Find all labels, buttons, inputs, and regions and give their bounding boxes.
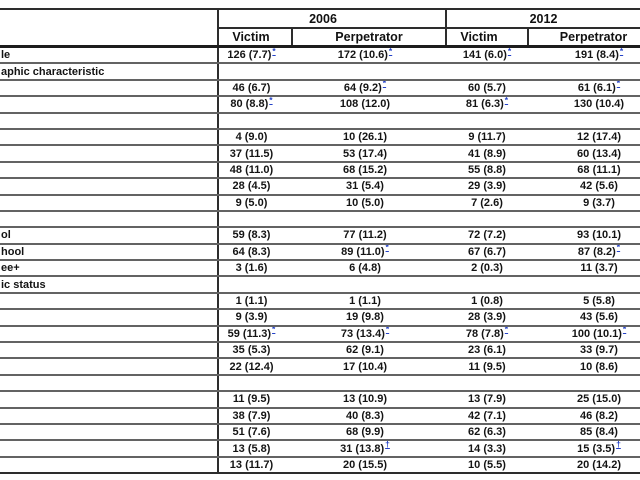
cell-value: 13 (5.8) <box>232 442 271 455</box>
table-body <box>0 47 640 474</box>
table-cell <box>446 63 528 79</box>
table-cell <box>446 408 528 424</box>
table-cell <box>292 195 446 211</box>
footnote-marker-link[interactable]: * <box>616 79 621 89</box>
table-cell <box>292 211 446 227</box>
cell-value: 61 (6.1) <box>577 81 616 94</box>
table-cell <box>446 47 528 64</box>
table-cell <box>528 129 640 145</box>
table-cell <box>218 80 292 96</box>
table-row <box>0 63 640 79</box>
table-row <box>0 211 640 227</box>
table-cell <box>528 162 640 178</box>
footnote-marker-link[interactable]: * <box>382 79 387 89</box>
table-cell <box>446 309 528 325</box>
table-cell <box>528 47 640 64</box>
table-cell <box>446 178 528 194</box>
row-label <box>0 293 218 309</box>
cell-value: 85 (8.4) <box>580 426 618 439</box>
table-row <box>0 440 640 456</box>
table-cell <box>218 326 292 342</box>
footnote-marker-link[interactable]: * <box>272 325 276 335</box>
table-cell <box>218 260 292 276</box>
table-cell <box>292 80 446 96</box>
cell-value: 141 (6.0) <box>462 49 507 62</box>
cell-value: 22 (12.4) <box>229 360 274 373</box>
table-viewport[interactable] <box>0 8 640 474</box>
table-cell <box>292 358 446 374</box>
table-cell <box>292 145 446 161</box>
row-label <box>0 457 218 473</box>
cell-value: 68 (11.1) <box>577 163 621 176</box>
table-cell <box>218 309 292 325</box>
table-cell <box>218 113 292 129</box>
table-cell <box>218 211 292 227</box>
cell-value: 73 (13.4) <box>340 327 385 340</box>
cell-value: 31 (13.8) <box>340 442 385 455</box>
table-cell <box>446 227 528 243</box>
table-cell <box>528 113 640 129</box>
cell-value: 78 (7.8) <box>465 327 504 340</box>
table-cell <box>218 293 292 309</box>
table-cell <box>528 326 640 342</box>
table-cell <box>292 63 446 79</box>
column-header-victim-2006: Victim <box>218 28 292 47</box>
table-cell <box>446 195 528 211</box>
cell-value: 108 (12.0) <box>339 98 391 111</box>
table-cell <box>528 457 640 473</box>
table-cell <box>218 162 292 178</box>
cell-value: 9 (3.9) <box>235 311 268 324</box>
row-label <box>0 309 218 325</box>
footnote-marker-link[interactable]: * <box>272 46 276 56</box>
cell-value: 31 (5.4) <box>346 180 384 193</box>
table-cell <box>292 162 446 178</box>
cell-value: 10 (26.1) <box>342 131 388 144</box>
cell-value: 23 (6.1) <box>468 344 506 357</box>
row-label <box>0 113 218 129</box>
table-cell <box>292 342 446 358</box>
cell-value: 19 (9.8) <box>346 311 384 324</box>
table-cell <box>218 457 292 473</box>
table-cell <box>446 375 528 391</box>
table-row <box>0 244 640 260</box>
cell-value: 89 (11.0) <box>341 245 385 258</box>
table-row <box>0 358 640 374</box>
table-cell <box>292 326 446 342</box>
row-label <box>0 391 218 407</box>
cell-value: 40 (8.3) <box>346 409 384 422</box>
table-cell <box>446 457 528 473</box>
table-cell <box>292 293 446 309</box>
data-table <box>0 8 640 474</box>
cell-value: 11 (9.5) <box>232 393 271 406</box>
table-row <box>0 260 640 276</box>
cell-value: 13 (10.9) <box>342 393 388 406</box>
cell-value: 72 (7.2) <box>468 229 506 242</box>
cell-value: 3 (1.6) <box>235 262 268 275</box>
cell-value: 33 (9.7) <box>580 344 618 357</box>
table-row <box>0 80 640 96</box>
cell-value: 1 (1.1) <box>235 295 268 308</box>
cell-value: 28 (4.5) <box>232 180 271 193</box>
row-label <box>0 424 218 440</box>
row-label <box>0 145 218 161</box>
cell-value: 7 (2.6) <box>471 196 503 209</box>
cell-value: 35 (5.3) <box>232 344 271 357</box>
cell-value: 14 (3.3) <box>468 442 506 455</box>
row-label <box>0 80 218 96</box>
footnote-marker-link[interactable]: * <box>385 243 389 253</box>
table-cell <box>292 96 446 112</box>
table-cell <box>292 244 446 260</box>
cell-value: 6 (4.8) <box>349 262 381 275</box>
cell-value: 62 (9.1) <box>346 344 384 357</box>
row-label <box>0 408 218 424</box>
cell-value: 64 (8.3) <box>232 245 271 258</box>
table-row <box>0 326 640 342</box>
cell-value: 4 (9.0) <box>235 131 268 144</box>
cell-value: 9 (11.7) <box>468 131 506 144</box>
table-cell <box>292 260 446 276</box>
row-label <box>0 96 218 112</box>
cell-value: 67 (6.7) <box>468 245 506 258</box>
table-cell <box>528 260 640 276</box>
cell-value: 46 (8.2) <box>580 409 618 422</box>
table-cell <box>446 145 528 161</box>
table-cell <box>218 391 292 407</box>
table-cell <box>218 244 292 260</box>
cell-value: 28 (3.9) <box>468 311 506 324</box>
cell-value: 20 (14.2) <box>576 458 622 471</box>
footnote-marker-link[interactable]: * <box>504 96 509 105</box>
row-label <box>0 326 218 342</box>
table-cell <box>292 47 446 64</box>
table-cell <box>446 162 528 178</box>
table-cell <box>218 342 292 358</box>
column-header-victim-2012: Victim <box>446 28 528 47</box>
table-cell <box>218 129 292 145</box>
row-label: hool <box>0 244 218 260</box>
table-row <box>0 145 640 161</box>
table-cell <box>292 129 446 145</box>
cell-value: 87 (8.2) <box>577 245 616 258</box>
table-cell <box>218 195 292 211</box>
stub-header-cell <box>0 9 218 47</box>
table-row <box>0 47 640 64</box>
table-cell <box>528 440 640 456</box>
table-cell <box>292 227 446 243</box>
table-cell <box>528 424 640 440</box>
table-cell <box>446 342 528 358</box>
table-cell <box>528 80 640 96</box>
cell-value: 1 (1.1) <box>349 295 381 308</box>
cell-value: 48 (11.0) <box>229 163 274 176</box>
cell-value: 130 (10.4) <box>573 98 625 111</box>
cell-value: 191 (8.4) <box>574 49 619 62</box>
table-cell <box>446 424 528 440</box>
footnote-marker-link[interactable]: * <box>504 325 509 335</box>
cell-value: 15 (3.5) <box>577 442 616 455</box>
cell-value: 12 (17.4) <box>576 131 622 144</box>
table-cell <box>528 244 640 260</box>
cell-value: 93 (10.1) <box>576 229 622 242</box>
cell-value: 100 (10.1) <box>571 327 622 340</box>
cell-value: 64 (9.2) <box>343 81 382 94</box>
table-cell <box>528 375 640 391</box>
table-cell <box>446 211 528 227</box>
cell-value: 11 (9.5) <box>468 360 506 373</box>
footnote-marker-link[interactable]: * <box>619 46 624 56</box>
cell-value: 77 (11.2) <box>343 229 387 242</box>
table-row <box>0 457 640 473</box>
table-row <box>0 424 640 440</box>
cell-value: 126 (7.7) <box>227 49 272 62</box>
table-cell <box>292 424 446 440</box>
cell-value: 42 (7.1) <box>468 409 506 422</box>
footnote-marker-link[interactable]: * <box>269 96 273 105</box>
cell-value: 13 (7.9) <box>468 393 506 406</box>
table-row <box>0 408 640 424</box>
cell-value: 80 (8.8) <box>230 98 269 111</box>
row-label <box>0 211 218 227</box>
row-label <box>0 375 218 391</box>
row-label <box>0 129 218 145</box>
footnote-marker-link[interactable]: * <box>622 325 627 335</box>
footnote-marker-link[interactable]: † <box>616 440 621 449</box>
footnote-marker-link[interactable]: * <box>507 46 512 56</box>
cell-value: 5 (5.8) <box>583 295 615 308</box>
cell-value: 9 (5.0) <box>235 196 268 209</box>
table-cell <box>528 408 640 424</box>
cell-value: 13 (11.7) <box>229 458 274 471</box>
cell-value: 25 (15.0) <box>576 393 622 406</box>
table-row <box>0 129 640 145</box>
table-cell <box>446 129 528 145</box>
row-label <box>0 195 218 211</box>
row-label <box>0 342 218 358</box>
table-cell <box>528 227 640 243</box>
table-cell <box>528 293 640 309</box>
table-row <box>0 96 640 112</box>
cell-value: 53 (17.4) <box>342 147 388 160</box>
table-cell <box>292 375 446 391</box>
table-cell <box>292 276 446 292</box>
cell-value: 17 (10.4) <box>342 360 388 373</box>
cell-value: 37 (11.5) <box>229 147 274 160</box>
table-row <box>0 178 640 194</box>
cell-value: 68 (15.2) <box>342 163 388 176</box>
year-header-2012: 2012 <box>446 9 640 28</box>
table-cell <box>292 178 446 194</box>
table-cell <box>528 309 640 325</box>
table-cell <box>528 96 640 112</box>
cell-value: 42 (5.6) <box>580 180 618 193</box>
cell-value: 38 (7.9) <box>232 409 271 422</box>
table-row <box>0 342 640 358</box>
table-cell <box>446 293 528 309</box>
table-cell <box>446 113 528 129</box>
cell-value: 59 (8.3) <box>232 229 271 242</box>
table-cell <box>528 63 640 79</box>
table-row <box>0 113 640 129</box>
year-header-row <box>0 9 640 28</box>
cell-value: 60 (5.7) <box>468 81 506 94</box>
table-cell <box>528 195 640 211</box>
row-label: aphic characteristic <box>0 63 218 79</box>
table-cell <box>446 244 528 260</box>
table-cell <box>446 326 528 342</box>
row-label <box>0 358 218 374</box>
table-cell <box>218 227 292 243</box>
cell-value: 46 (6.7) <box>232 81 271 94</box>
footnote-marker-link[interactable]: * <box>616 243 621 253</box>
table-cell <box>528 178 640 194</box>
cell-value: 10 (5.0) <box>346 196 384 209</box>
table-cell <box>528 211 640 227</box>
table-row <box>0 375 640 391</box>
cell-value: 81 (6.3) <box>465 98 504 111</box>
cell-value: 1 (0.8) <box>471 295 503 308</box>
cell-value: 10 (5.5) <box>468 458 506 471</box>
table-row <box>0 293 640 309</box>
cell-value: 11 (3.7) <box>580 262 618 275</box>
table-cell <box>446 440 528 456</box>
table-row <box>0 276 640 292</box>
table-cell <box>218 440 292 456</box>
year-header-2006: 2006 <box>218 9 446 28</box>
row-label: ol <box>0 227 218 243</box>
cell-value: 60 (13.4) <box>576 147 622 160</box>
cell-value: 20 (15.5) <box>342 458 388 471</box>
table-cell <box>218 408 292 424</box>
table-cell <box>446 391 528 407</box>
cell-value: 51 (7.6) <box>232 426 271 439</box>
cell-value: 62 (6.3) <box>468 426 506 439</box>
table-cell <box>446 96 528 112</box>
row-label: ic status <box>0 276 218 292</box>
table-cell <box>292 391 446 407</box>
table-row <box>0 195 640 211</box>
table-cell <box>528 391 640 407</box>
table-cell <box>292 113 446 129</box>
table-cell <box>218 424 292 440</box>
cell-value: 172 (10.6) <box>337 49 388 62</box>
table-cell <box>218 358 292 374</box>
row-label <box>0 178 218 194</box>
table-row <box>0 162 640 178</box>
table-cell <box>528 276 640 292</box>
footnote-marker-link[interactable]: † <box>385 440 390 449</box>
cell-value: 2 (0.3) <box>471 262 503 275</box>
table-cell <box>528 145 640 161</box>
footnote-marker-link[interactable]: * <box>388 46 393 56</box>
row-label: ee+ <box>0 260 218 276</box>
cell-value: 41 (8.9) <box>468 147 506 160</box>
table-cell <box>218 375 292 391</box>
footnote-marker-link[interactable]: * <box>385 325 390 335</box>
table-cell <box>292 457 446 473</box>
table-cell <box>446 358 528 374</box>
row-label: le <box>0 47 218 64</box>
table-row <box>0 391 640 407</box>
cell-value: 55 (8.8) <box>468 163 506 176</box>
table-cell <box>218 145 292 161</box>
table-cell <box>218 178 292 194</box>
column-header-perpetrator-2012: Perpetrator <box>528 28 640 47</box>
cell-value: 68 (9.9) <box>346 426 384 439</box>
table-cell <box>446 80 528 96</box>
cell-value: 29 (3.9) <box>468 180 506 193</box>
table-cell <box>218 47 292 64</box>
table-row <box>0 227 640 243</box>
table-cell <box>218 96 292 112</box>
table-cell <box>292 309 446 325</box>
table-cell <box>528 358 640 374</box>
table-cell <box>446 260 528 276</box>
row-label <box>0 440 218 456</box>
table-cell <box>292 440 446 456</box>
column-header-perpetrator-2006: Perpetrator <box>292 28 446 47</box>
table-cell <box>218 63 292 79</box>
cell-value: 10 (8.6) <box>580 360 618 373</box>
table-cell <box>528 342 640 358</box>
cell-value: 43 (5.6) <box>580 311 618 324</box>
table-cell <box>446 276 528 292</box>
cell-value: 9 (3.7) <box>583 196 615 209</box>
cell-value: 59 (11.3) <box>227 327 272 340</box>
row-label <box>0 162 218 178</box>
table-cell <box>292 408 446 424</box>
table-row <box>0 309 640 325</box>
table-cell <box>218 276 292 292</box>
